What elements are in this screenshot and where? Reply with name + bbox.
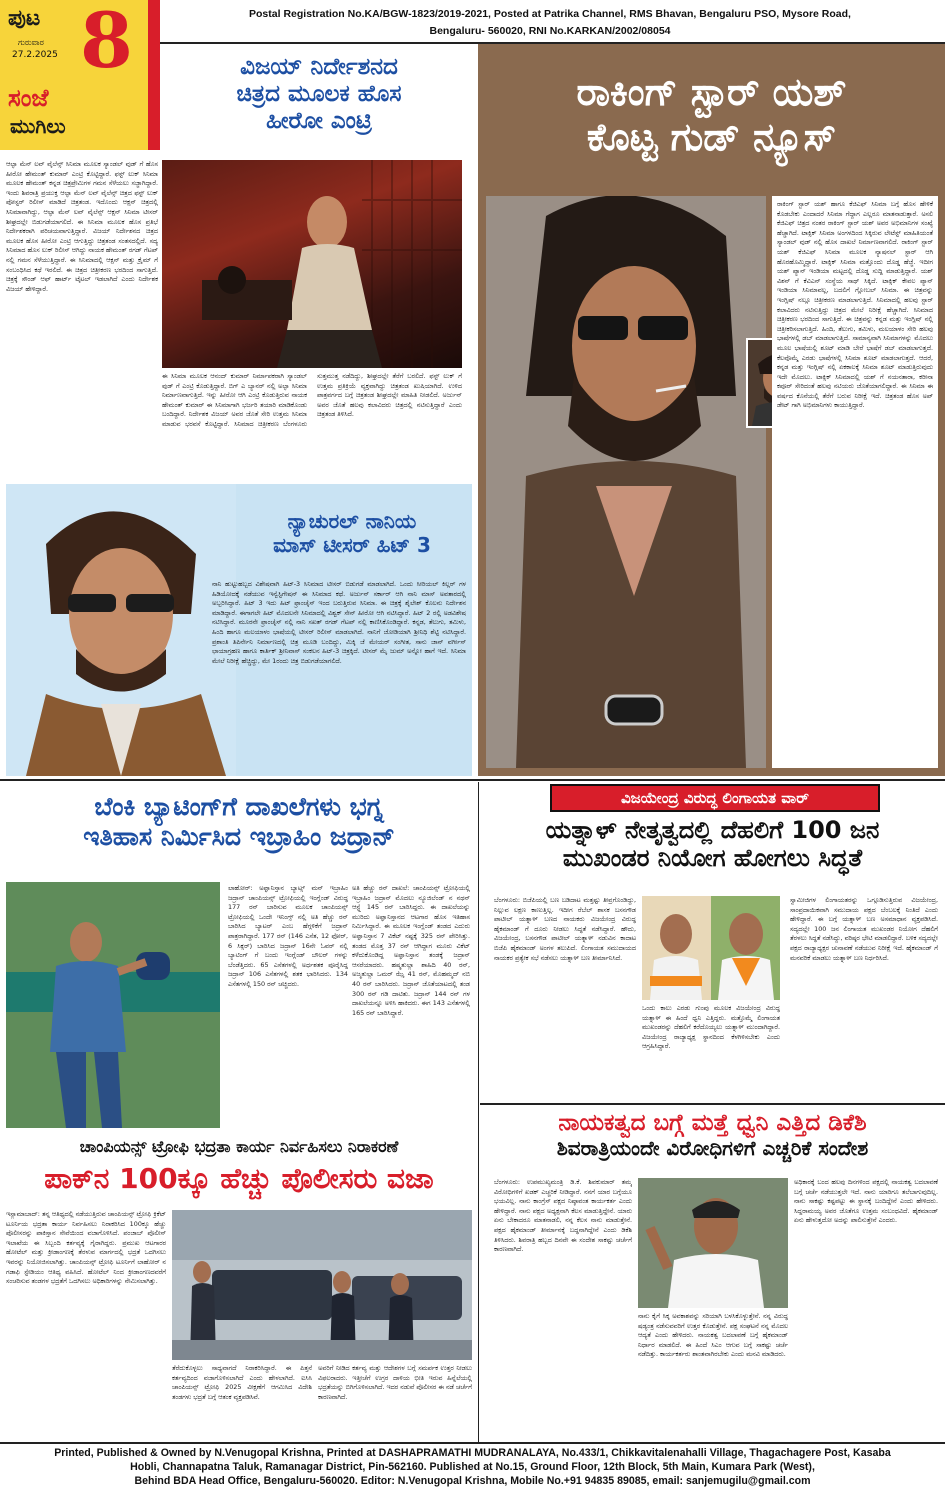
zadran-headline (0, 792, 478, 851)
zadran-body-col1: ಲಾಹೋರ್: ಅಫ್ಘಾನಿಸ್ತಾನ ಬ್ಯಾಟ್ಸ್ ಮನ್ ಇಬ್ರಾಹಿಂ ಜದ್ರಾನ್ ಚಾಂಪಿಯನ್ಸ್ ಟ್ರೋಫಿಯಲ್ಲಿ ಇಂಗ್ಲೆಂಡ್ ವಿರುದ್ಧ 177 ರನ್ ಬಾರಿಸುವ ಮೂಲಕ ಚಾಂಪಿಯನ್ಸ್ ಟ್ರೋಫಿಯಲ್ಲಿ ಒಂದೇ ಇನಿಂಗ್ಸ್ ನಲ್ಲಿ ಅತಿ ಹೆಚ್ಚು ರನ್ ಬಾರಿಸಿದ ಬ್ಯಾಟರ್ ಎಂಬ ಹೆಗ್ಗಳಿಕೆಗೆ ಜದ್ರಾನ್ ಪಾತ್ರರಾಗಿದ್ದಾರೆ. 177 ರನ್ (146 ಎಸೆತ, 12 ಫೋರ್, 6 ಸಿಕ್ಸರ್) ಬಾರಿಸಿದ ಜದ್ರಾನ್ 16ನೇ ಓವರ್ ನಲ್ಲಿ ಬ್ಯಾಟಿಂಗ್ ಗೆ ಬಂದು ಇಂಗ್ಲೆಂಡ್ ಬೌಲರ್ ಗಳನ್ನು ಬೆಂಡೆತ್ತಿದರು. 65 ಎಸೆತಗಳಲ್ಲಿ ಅರ್ಧಶತಕ ಪೂರೈಸಿದ್ದ ಜದ್ರಾನ್ 106 ಎಸೆತಗಳಲ್ಲಿ ಶತಕ ಭಾರಿಸಿದರು. 134 ಎಸೆತಗಳಲ್ಲಿ 150 ರನ್ ಚಚ್ಚಿದರು. (228, 884, 348, 988)
page-word: ಪುಟ (8, 6, 41, 31)
yatnal-headline-line2: ಮುಖಂಡರ ನಿಯೋಗ ಹೋಗಲು ಸಿದ್ಧತೆ (562, 844, 863, 873)
yash-photo-art (486, 196, 766, 768)
story-pak (0, 1136, 478, 1442)
imprint (0, 1446, 945, 1491)
yatnal-kicker (550, 784, 880, 812)
dk-headline-line2: ಶಿವರಾತ್ರಿಯಂದೇ ವಿರೋಧಿಗಳಿಗೆ ಎಚ್ಚರಿಕೆ ಸಂದೇಶ (556, 1136, 869, 1161)
zadran-headline-line1: ಬೆಂಕಿ ಬ್ಯಾಟಿಂಗ್‌ಗೆ ದಾಖಲೆಗಳು ಭಗ್ನ (94, 792, 384, 821)
yatnal-body-left: ಬೆಂಗಳೂರು: ಬಿಜೆಪಿಯಲ್ಲಿ ಬಣ ಬಡಿದಾಟ ಮತ್ತಷ್ಟು ತೀವ್ರಗೊಂಡಿದ್ದು, ನಿಲ್ಲುವ ಲಕ್ಷಣ ಕಾಣುತ್ತಿಲ್ಲ. ಇದೀಗ ರೆಬೆಲ್ ಶಾಸಕ ಬಸನಗೌಡ ಪಾಟೀಲ್ ಯತ್ನಾಳ್ ಬಣದ ನಾಯಕರು ವಿಜಯೇಂದ್ರ ವಿರುದ್ಧ ಹೈಕಮಾಂಡ್ ಗೆ ದೂರು ನೀಡಲು ಸಿದ್ಧತೆ ನಡೆಸಿದ್ದಾರೆ. ಹೌದು, ವಿಜಯೇಂದ್ರ, ಬಸನಗೌಡ ಪಾಟೀಲ್ ಯತ್ನಾಳ್ ನಡುವಿನ ಕಾದಾಟ ಬಿಜೆಪಿ ಹೈಕಮಾಂಡ್ ಅಂಗಳ ತಲುಪಿದೆ. ಲಿಂಗಾಯತ ಸಮುದಾಯದ ನಾಯಕರ ಪ್ರತ್ಯೇಕ ಸಭೆ ನಡೆಸಲು ಯತ್ನಾಳ್ ಬಣ ತೀರ್ಮಾನಿಸಿದೆ. (494, 896, 636, 962)
zadran-body-col2: ಅತಿ ಹೆಚ್ಚು ರನ್ ದಾಖಲೆ: ಚಾಂಪಿಯನ್ಸ್ ಟ್ರೋಫಿಯಲ್ಲಿ ಇಬ್ರಾಹಿಂ ಜದ್ರಾನ್ ಮೊದಲು ನ್ಯೂಜಿಲೆಂಡ್ ನ ನಥನ್ ಆಸ್ಟ್ಲೆ 145 ರನ್ ಬಾರಿಸಿದ್ದರು. ಈ ದಾಖಲೆಯನ್ನು ಮುರಿದು ಅಫ್ಘಾನಿಸ್ತಾನದ ಆಟಗಾರ ಹೊಸ ಇತಿಹಾಸ ನಿರ್ಮಿಸಿದ್ದಾರೆ. ಈ ಮೂಲಕ ಇಂಗ್ಲೆಂಡ್ ತಂಡದ ಎದುರು ಅಫ್ಘಾನಿಸ್ತಾನ 7 ವಿಕೆಟ್ ನಷ್ಟಕ್ಕೆ 325 ರನ್ ಪೇರಿಸಿತ್ತು. ತಂಡದ ಮೊತ್ತ 37 ರನ್ ಆಗಿದ್ದಾಗ ಮೂರು ವಿಕೆಟ್ ಕಳೆದುಕೊಂಡಿದ್ದ ಅಫ್ಘಾನಿಸ್ತಾನ ತಂಡಕ್ಕೆ ಜದ್ರಾನ್ ಆಸರೆಯಾದರು. ಹಷ್ಮತುಲ್ಲಾ ಶಾಹಿದಿ 40 ರನ್, ಅಜ್ಮತುಲ್ಲಾ ಒಮರ್ ಝೈ 41 ರನ್, ಮೊಹಮ್ಮದ್ ನಬಿ 40 ರನ್ ಬಾರಿಸಿದರು. ಜದ್ರಾನ್ ಜೊತೆಯಾಟದಲ್ಲಿ ತಂಡ 300 ರನ್ ಗಡಿ ದಾಟಿತು. ಜದ್ರಾನ್ 144 ರನ್ ಗಳ ದಾಖಲೆಯನ್ನೂ ಅಳಿಸಿ ಹಾಕಿದರು. ಈಗ 143 ಎಸೆತಗಳಲ್ಲಿ 165 ರನ್ ಬಾರಿಸಿದ್ದಾರೆ. (352, 884, 470, 1017)
vijay-headline (160, 54, 478, 135)
nani-headline (234, 510, 470, 557)
pak-body-left: ಇಸ್ಲಾಮಾಬಾದ್: ತನ್ನ ಆತಿಥ್ಯದಲ್ಲಿ ನಡೆಯುತ್ತಿರುವ ಚಾಂಪಿಯನ್ಸ್ ಟ್ರೋಫಿ ಕ್ರಿಕೆಟ್ ಟೂರ್ನಿಯ ಭದ್ರತಾ ಕಾರ್ಯ ನಿರ್ವಹಿಸಲು ನಿರಾಕರಿಸಿದ 100ಕ್ಕೂ ಹೆಚ್ಚು ಪೊಲೀಸರನ್ನು ಪಾಕಿಸ್ತಾನ ಸೇವೆಯಿಂದ ವಜಾಗೊಳಿಸಿದೆ. ಪಂಜಾಬ್ ಪೊಲೀಸ್ ಇಲಾಖೆಯ ಈ ಸಿಬ್ಬಂದಿ ಕರ್ತವ್ಯಕ್ಕೆ ಗೈರಾಗಿದ್ದರು. ಪ್ರಮುಖ ಆಟಗಾರರ ಹೋಟೆಲ್ ಮತ್ತು ಕ್ರೀಡಾಂಗಣಕ್ಕೆ ತೆರಳುವ ಮಾರ್ಗದಲ್ಲಿ ಭದ್ರತೆ ಒದಗಿಸಲು ಇವರನ್ನು ನಿಯೋಜಿಸಲಾಗಿತ್ತು. ಚಾಂಪಿಯನ್ಸ್ ಟ್ರೋಫಿ ಟೂರ್ನಿಗೆ ಲಾಹೋರ್ ನ ಗಡಾಫಿ ಸ್ಟೇಡಿಯಂ ಆತಿಥ್ಯ ವಹಿಸಿದೆ. ಹೋಟೆಲ್ ನಿಂದ ಕ್ರೀಡಾಂಗಣದವರೆಗೆ ಸಂಚರಿಸುವ ತಂಡಗಳ ಭದ್ರತೆಗೆ ಒದಗಿಸಲು ಅಧಿಕಾರಿಗಳನ್ನು ನೇಮಿಸಲಾಗಿತ್ತು. (6, 1210, 166, 1286)
paper-name-line2: ಮುಗಿಲು (10, 114, 66, 138)
weekday: ಗುರುವಾರ (18, 38, 44, 47)
column-divider (478, 782, 479, 1442)
zadran-headline-line2: ಇತಿಹಾಸ ನಿರ್ಮಿಸಿದ ಇಬ್ರಾಹಿಂ ಜದ್ರಾನ್ (83, 821, 395, 851)
postal-line-1: Postal Registration No.KA/BGW-1823/2019-2021, Posted at Patrika Channel, RMS Bhavan, Bengaluru PSO, Mysore Road, (249, 8, 851, 20)
nani-headline-line1: ನ್ಯಾಚುರಲ್ ನಾನಿಯ (287, 509, 417, 533)
paper-name-line1: ಸಂಜೆ (8, 84, 49, 112)
yatnal-photo-art (642, 896, 780, 1000)
dk-body-mid: ನಾನು ಕೈಗೆ ಸಿಕ್ಕ ಅವಕಾಶವನ್ನು ಸರಿಯಾಗಿ ಬಳಸಿಕೊಳ್ಳುತ್ತೇನೆ. ನನ್ನ ವಿರುದ್ಧ ಷಡ್ಯಂತ್ರ ನಡೆಸುವವರಿಗೆ ಉತ್ತರ ಕೊಡುತ್ತೇನೆ. ಪಕ್ಷ ಸಂಘಟನೆ ನನ್ನ ಮೊದಲ ಆದ್ಯತೆ ಎಂದು ಹೇಳಿದರು. ನಾಯಕತ್ವ ಬದಲಾವಣೆ ಬಗ್ಗೆ ಹೈಕಮಾಂಡ್ ನಿರ್ಧಾರ ಮಾಡಲಿದೆ. ಈ ಹಿಂದೆ ಸಿಎಂ ಆಗುವ ಬಗ್ಗೆ ಸಾಕಷ್ಟು ಚರ್ಚೆ ನಡೆದಿತ್ತು. ಕಾರ್ಯಕರ್ತರು ಶಾಂತವಾಗಿರಬೇಕು ಎಂದು ಮನವಿ ಮಾಡಿದರು. (638, 1312, 788, 1359)
batsman-photo-art (6, 882, 220, 1128)
batsman-photo (6, 882, 220, 1128)
story-dk (480, 1106, 945, 1442)
yatnal-kicker-text: ವಿಜಯೇಂದ್ರ ವಿರುದ್ಧ ಲಿಂಗಾಯತ ವಾರ್ (620, 789, 810, 807)
story-yash (478, 44, 945, 776)
yatnal-headline (480, 816, 945, 873)
vijay-body-left: ಆಲ್ಫಾ ಮೆನ್ ಲವ್ ವೈಲೆನ್ಸ್ ಸಿನಿಮಾ ಮೂಲಕ ಸ್ಯಾಂಡಲ್ ವುಡ್ ಗೆ ಹೊಸ ಹೀರೋ ಹೇಮಂತ್ ಕುಮಾರ್ ಎಂಟ್ರಿ ಕೊಟ್ಟಿದ್ದಾರೆ. ಫಸ್ಟ್ ಲುಕ್ ಸಿನಿಮಾ ಮೂಲಕ ಹೇಮಂತ್ ಕನ್ನಡ ಚಿತ್ರಪ್ರೇಮಿಗಳ ಗಮನ ಸೆಳೆಯಲು ಸಜ್ಜಾಗಿದ್ದಾರೆ. ಇಂದು ಶಿವರಾತ್ರಿ ಪ್ರಯುಕ್ತ ಆಲ್ಫಾ ಮೆನ್ ಲವ್ ವೈಲೆನ್ಸ್ ಚಿತ್ರದ ಫಸ್ಟ್ ಲುಕ್ ಪೋಸ್ಟರ್ ರಿಲೀಸ್ ಮಾಡಿದೆ ಚಿತ್ರತಂಡ. ಇದೊಂದು ಆಕ್ಷನ್ ಚಿತ್ರದಲ್ಲಿ ಸಿನಿಮಾವಾಗಿದ್ದು, ಆಲ್ಫಾ ಮೆನ್ ಲವ್ ವೈಲೆನ್ಸ್ ಆಕ್ಷನ್ ಸಿನಿಮಾ ಟೀಸರ್ ಶೀಘ್ರದಲ್ಲೇ ಬಿಡುಗಡೆಯಾಗಲಿದೆ. ಈ ಸಿನಿಮಾ ಮೂಲಕ ಹೊಸ ಪ್ರತಿಭೆ ನಿರ್ದೇಶಕರಾಗಿ ಪರಿಚಯವಾಗುತ್ತಿದ್ದಾರೆ. ವಿಜಯ್ ನಿರ್ದೇಶನದ ಚಿತ್ರದ ಮೂಲಕ ಹೊಸ ಹೀರೋ ಎಂಟ್ರಿ ಆಗುತ್ತಿದ್ದು ಚಿತ್ರತಂಡ ಸಂತಸದಲ್ಲಿದೆ. ಸದ್ಯ ಸಿನಿಮಾದ ಹೊಸ ಲುಕ್ ರಿಲೀಸ್ ಆಗಿದ್ದು ನಾಯಕ ಹೇಮಂತ್ ರಗಡ್ ಗೆಟಪ್ ನಲ್ಲಿ ಗಮನ ಸೆಳೆಯುತ್ತಿದ್ದಾರೆ. ಈ ಸಿನಿಮಾದಲ್ಲಿ ಆಕ್ಷನ್ ಮತ್ತು ಕ್ರೈಮ್ ಗೆ ಸಂಬಂಧಿಸಿದ ಕಥೆ ಇರಲಿದೆ. ಈ ಚಿತ್ರದ ಚಿತ್ರೀಕರಣ ಭರದಿಂದ ಸಾಗುತ್ತಿದೆ. ಚಿತ್ರಕ್ಕೆ ಸೌಂಡ್ ಆಫ್ ಹಾರ್ಟ್ ಟೈಟಲ್ ಇಡಲಾಗಿದೆ ಎಂದು ನಿರ್ದೇಶಕ ವಿಜಯ್ ಹೇಳಿದ್ದಾರೆ. (6, 160, 158, 293)
page-number: 8 (80, 0, 133, 85)
pak-body-mid: ತೆರೆದುಕೊಳ್ಳಲು ಸಾಧ್ಯವಾಗದೆ ನಿರಾಕರಿಸಿದ್ದಾರೆ. ಈ ಪಿತ್ತನೆ ಕರ್ತವ್ಯದಿಂದ ವಜಾಗೊಳಿಸಲಾಗಿದೆ ಎಂದು ಹೇಳಲಾಗಿದೆ. ಐಸಿಸಿ ಚಾಂಪಿಯನ್ಸ್ ಟ್ರೋಫಿ 2025 ವೀಕ್ಷಣೆಗೆ ಆಗಮಿಸಿದ ವಿದೇಶಿ ತಂಡಗಳು ಭದ್ರತೆ ಬಗ್ಗೆ ಆತಂಕ ವ್ಯಕ್ತಪಡಿಸಿವೆ. (172, 1364, 312, 1401)
dk-body-left: ಬೆಂಗಳೂರು: ಉಪಮುಖ್ಯಮಂತ್ರಿ ಡಿ.ಕೆ. ಶಿವಕುಮಾರ್ ತಮ್ಮ ವಿರೋಧಿಗಳಿಗೆ ಖಡಕ್ ಎಚ್ಚರಿಕೆ ನೀಡಿದ್ದಾರೆ. ನನಗೆ ಯಾರ ಬಗ್ಗೆಯೂ ಭಯವಿಲ್ಲ. ನಾನು ಕಾಂಗ್ರೆಸ್ ಪಕ್ಷದ ನಿಷ್ಠಾವಂತ ಕಾರ್ಯಕರ್ತ ಎಂದು ಹೇಳಿದ್ದಾರೆ. ನಾನು ಪಕ್ಷದ ಅಧ್ಯಕ್ಷನಾಗಿ ಕೆಲಸ ಮಾಡುತ್ತಿದ್ದೇನೆ. ಯಾರು ಏನು ಬೇಕಾದರೂ ಮಾತನಾಡಲಿ, ನನ್ನ ಕೆಲಸ ನಾನು ಮಾಡುತ್ತೇನೆ. ಪಕ್ಷದ ಹೈಕಮಾಂಡ್ ತೀರ್ಮಾನಕ್ಕೆ ಬದ್ಧನಾಗಿದ್ದೇನೆ ಎಂದು ಡಿಕೆಶಿ ತಿಳಿಸಿದರು. ಶಿವರಾತ್ರಿ ಹಬ್ಬದ ದಿನವೇ ಈ ಸಂದೇಶ ಸಾಕಷ್ಟು ಚರ್ಚೆಗೆ ಕಾರಣವಾಗಿದೆ. (494, 1178, 632, 1254)
yash-headline (478, 70, 945, 160)
vijay-body-right: ಈ ಸಿನಿಮಾ ಮೂಲಕ ಆನಂದ್ ಕುಮಾರ್ ನಿರ್ಮಾಪಕರಾಗಿ ಸ್ಯಾಂಡಲ್ ವುಡ್ ಗೆ ಎಂಟ್ರಿ ಕೊಡುತ್ತಿದ್ದಾರೆ. ಬಿಗ್ ಎ ಬ್ಯಾನರ್ ನಲ್ಲಿ ಅಲ್ಫಾ ಸಿನಿಮಾ ನಿರ್ಮಾಣವಾಗುತ್ತಿದೆ. ಇನ್ನು ಹೀರೋ ಆಗಿ ಎಂಟ್ರಿ ಕೊಡುತ್ತಿರುವ ನಾಯಕ ಹೇಮಂತ್ ಕುಮಾರ್ ಈ ಸಿನಿಮಾಗಾಗಿ ಭರ್ಜರಿ ತಯಾರಿ ಮಾಡಿಕೊಂಡು ಬಂದಿದ್ದಾರೆ. ನಿರ್ದೇಶಕ ವಿಜಯ್ ಅವರ ಜೊತೆ ಸೇರಿ ಉತ್ತಮ ಸಿನಿಮಾ ಮಾಡುವ ಭರವಸೆ ಕೊಟ್ಟಿದ್ದಾರೆ. ಸಿನಿಮಾದ ಚಿತ್ರೀಕರಣ ಬೆಂಗಳೂರು ಸುತ್ತಮುತ್ತ ನಡೆದಿದ್ದು, ಶೀಘ್ರದಲ್ಲೇ ತೆರೆಗೆ ಬರಲಿದೆ. ಫಸ್ಟ್ ಲುಕ್ ಗೆ ಉತ್ತಮ ಪ್ರತಿಕ್ರಿಯೆ ವ್ಯಕ್ತವಾಗಿದ್ದು ಚಿತ್ರತಂಡ ಖುಷಿಯಾಗಿದೆ. ಉಳಿದ ಪಾತ್ರವರ್ಗದ ಬಗ್ಗೆ ಚಿತ್ರತಂಡ ಶೀಘ್ರದಲ್ಲೇ ಮಾಹಿತಿ ನೀಡಲಿದೆ. ಅರ್ಜುನ್ ಅವರ ಜೊತೆ ಹಲವು ಕಲಾವಿದರು ಚಿತ್ರದಲ್ಲಿ ನಟಿಸುತ್ತಿದ್ದಾರೆ ಎಂದು ಚಿತ್ರತಂಡ ತಿಳಿಸಿದೆ. (162, 372, 462, 428)
vijay-headline-line1: ವಿಜಯ್ ನಿರ್ದೇಶನದ (240, 54, 398, 80)
nani-body: ನಾನಿ ಹುಟ್ಟುಹಬ್ಬದ ವಿಶೇಷವಾಗಿ ಹಿಟ್-3 ಸಿನಿಮಾದ ಟೀಸರ್ ಬಿಡುಗಡೆ ಮಾಡಲಾಗಿದೆ. ಒಂದು ಸೀರಿಯಲ್ ಕಿಲ್ಲರ್ ಗಳ ಹಿಡಿಯೋದಕ್ಕೆ ನಡೆಯುವ ಇನ್ವೆಸ್ಟಿಗೇಷನ್ ಈ ಸಿನಿಮಾದ ಕಥೆ. ಅರ್ಜುನ್ ಸರ್ಕಾರ್ ಆಗಿ ನಾನಿ ಮಾಸ್ ಅವತಾರದಲ್ಲಿ ಅಬ್ಬರಿಸಿದ್ದಾರೆ. ಹಿಟ್ 3 ಇದು ಹಿಟ್ ಫ್ರಾಂಚೈಸ್ ಇಂದ ಬರುತ್ತಿರುವ ಸಿನಿಮಾ. ಈ ಚಿತ್ರಕ್ಕೆ ಶೈಲೇಶ್ ಕೊಲನು ನಿರ್ದೇಶನ ಮಾಡಿದ್ದಾರೆ. ಈಗಾಗಲೇ ಹಿಟ್ ಮೊದಲನೇ ಸಿನಿಮಾದಲ್ಲಿ ವಿಶ್ವಕ್ ಸೇನ್ ಹೀರೋ ಆಗಿ ನಟಿಸಿದ್ದಾರೆ. ಹಿಟ್ 2 ರಲ್ಲಿ ಅಡವಿಶೇಷ ನಟಿಸಿದ್ದಾರೆ. ಮೂರನೇ ಫ್ರಾಂಚೈಸ್ ನಲ್ಲಿ ನಾನಿ ಸಖತ್ ರಗಡ್ ಗೆಟಪ್ ನಲ್ಲಿ ಕಾಣಿಸಿಕೊಂಡಿದ್ದಾರೆ. ಕನ್ನಡ, ತೆಲುಗು, ತಮಿಳು, ಹಿಂದಿ ಹಾಗೂ ಮಲಯಾಳಂ ಭಾಷೆಯಲ್ಲಿ ಟೀಸರ್ ರಿಲೀಸ್ ಮಾಡಲಾಗಿದೆ. ನಾನಿಗೆ ಜೋಡಿಯಾಗಿ ಶ್ರೀನಿಧಿ ಶೆಟ್ಟಿ ನಟಿಸಿದ್ದಾರೆ. ಪ್ರಶಾಂತಿ ತಿಪಿರ್ನೇನಿ ನಿರ್ಮಾಣದಲ್ಲಿ ಚಿತ್ರ ಮೂಡಿ ಬಂದಿದ್ದು, ಮಿಕ್ಕಿ ಜೆ ಮೇಯರ್ ಸಂಗೀತ, ಸಾನು ಜಾನ್ ವರ್ಗೀಸ್ ಛಾಯಾಗ್ರಹಣ ಹಾಗೂ ಕಾರ್ತಿಕ್ ಶ್ರೀನಿವಾಸ್ ಸಂಕಲನ ಹಿಟ್-3 ಚಿತ್ರಕ್ಕಿದೆ. ಟೀಸರ್ ಮೈ ಜುಮ್ ಅನ್ನೋ ಹಾಗೆ ಇದೆ. ಸಿನಿಮಾ ಮೇಲೆ ನಿರೀಕ್ಷೆ ಹೆಚ್ಚಿದ್ದು, ಮೇ 1ರಂದು ಚಿತ್ರ ಬಿಡುಗಡೆಯಾಗಲಿದೆ. (212, 580, 466, 665)
yash-headline-line2: ಕೊಟ್ಟ ಗುಡ್ ನ್ಯೂಸ್ (586, 114, 837, 159)
pak-headline: ಪಾಕ್‌ನ 100ಕ್ಕೂ ಹೆಚ್ಚು ಪೊಲೀಸರು ವಜಾ (44, 1162, 434, 1195)
vijay-headline-line3: ಹೀರೋ ಎಂಟ್ರಿ (266, 108, 372, 135)
story-nani (6, 484, 472, 776)
section-divider-1 (0, 779, 945, 781)
story-zadran (0, 782, 478, 1134)
yash-photo (486, 196, 766, 768)
police-photo-art (172, 1210, 472, 1360)
date: 27.2.2025 (12, 50, 58, 60)
dk-headline (480, 1110, 945, 1161)
vijay-photo-art (162, 160, 462, 368)
imprint-line2: Hobli, Channapatna Taluk, Ramanagar District, Pin-562160. Published at No.15, Ground Floor, 12th Block, 5th Main, Kumara Park (West), (130, 1461, 815, 1473)
imprint-line3: Behind BDA Head Office, Bengaluru-560020. Editor: N.Venugopal Krishna, Mobile No.+91 94835 89085, email: sanjemugilu@gmail.com (134, 1475, 811, 1487)
nani-headline-line2: ಮಾಸ್ ಟೀಸರ್ ಹಿಟ್ 3 (273, 532, 431, 557)
vijay-headline-line2: ಚಿತ್ರದ ಮೂಲಕ ಹೊಸ (236, 81, 402, 108)
yatnal-body-mid: ಒಂದು ಕಾಲು ಎರಡು ಗುಂಪು ಮೂಲಕ ವಿಜಯೇಂದ್ರ ವಿರುದ್ಧ ಯತ್ನಾಳ್ ಈ ಹಿಂದೆ ಧ್ವನಿ ಎತ್ತಿದ್ದರು. ಮತ್ತೊಮ್ಮೆ ಲಿಂಗಾಯತ ಮುಖಂಡರನ್ನು ದೆಹಲಿಗೆ ಕರೆದೊಯ್ಯಲು ಯತ್ನಾಳ್ ಮುಂದಾಗಿದ್ದಾರೆ. ವಿಜಯೇಂದ್ರ ರಾಜ್ಯಾಧ್ಯಕ್ಷ ಸ್ಥಾನದಿಂದ ಕೆಳಗಿಳಿಸಬೇಕು ಎಂದು ಆಗ್ರಹಿಸಿದ್ದಾರೆ. (642, 1004, 780, 1051)
story-yatnal (480, 782, 945, 1100)
masthead-logo-panel (0, 0, 160, 150)
dk-headline-line1: ನಾಯಕತ್ವದ ಬಗ್ಗೆ ಮತ್ತೆ ಧ್ವನಿ ಎತ್ತಿದ ಡಿಕೆಶಿ (558, 1110, 867, 1136)
pak-kicker: ಚಾಂಪಿಯನ್ಸ್ ಟ್ರೋಫಿ ಭದ್ರತಾ ಕಾರ್ಯ ನಿರ್ವಹಿಸಲು ನಿರಾಕರಣೆ (79, 1137, 399, 1156)
yash-headline-line1: ರಾಕಿಂಗ್ ಸ್ಟಾರ್ ಯಶ್ (576, 70, 847, 114)
section-divider-2 (480, 1103, 945, 1105)
postal-line-2: Bengaluru- 560020, RNI No.KARKAN/2002/08054 (429, 25, 671, 37)
imprint-divider (0, 1442, 945, 1444)
dk-body-right: ಅಧಿಕಾರಕ್ಕೆ ಬಂದ ಹಲವು ದಿನಗಳಿಂದ ಪಕ್ಷದಲ್ಲಿ ನಾಯಕತ್ವ ಬದಲಾವಣೆ ಬಗ್ಗೆ ಚರ್ಚೆ ನಡೆಯುತ್ತಲೇ ಇದೆ. ನಾನು ಯಾರಿಗೂ ತಲೆಬಾಗುವುದಿಲ್ಲ. ನಾನು ಸಾಕಷ್ಟು ಕಷ್ಟಪಟ್ಟು ಈ ಸ್ಥಾನಕ್ಕೆ ಬಂದಿದ್ದೇನೆ ಎಂದು ಹೇಳಿದರು. ಸಿದ್ದರಾಮಯ್ಯ ಅವರ ಜೊತೆಗೂ ಉತ್ತಮ ಸಂಬಂಧವಿದೆ. ಹೈಕಮಾಂಡ್ ಏನು ಹೇಳುತ್ತದೋ ಅದನ್ನು ಪಾಲಿಸುತ್ತೇನೆ ಎಂದರು. (794, 1178, 938, 1225)
police-photo (172, 1210, 472, 1360)
masthead-red-accent (148, 0, 160, 150)
dk-photo (638, 1178, 788, 1308)
yash-body: ರಾಕಿಂಗ್ ಸ್ಟಾರ್ ಯಶ್ ಹಾಗೂ ಕೆಜಿಎಫ್ ಸಿನಿಮಾ ಬಗ್ಗೆ ಹೊಸ ಹೇಳಿಕೆ ಕೊಡಬೇಕು ಎಂದಾದರೆ ಸಿನಿಮಾ ಗೆದ್ದಾಗ ಎಲ್ಲರೂ ಮಾತನಾಡುತ್ತಾರೆ. ಅಸಲಿ ಕೆಜಿಎಫ್ ಚಿತ್ರದ ನಂತರ ರಾಕಿಂಗ್ ಸ್ಟಾರ್ ಯಶ್ ಅವರ ಅಭಿಮಾನಿಗಳ ಸಂಖ್ಯೆ ಹೆಚ್ಚಾಗಿದೆ. ಟಾಕ್ಸಿಕ್ ಸಿನಿಮಾ ಅಂಗಳದಿಂದ ಸಿಕ್ಕಿರುವ ಲೇಟೆಸ್ಟ್ ಮಾಹಿತಿಯಂತೆ ಸ್ಯಾಂಡಲ್ ವುಡ್ ನಲ್ಲಿ ಹೊಸ ದಾಖಲೆ ನಿರ್ಮಾಣವಾಗಲಿದೆ. ರಾಕಿಂಗ್ ಸ್ಟಾರ್ ಯಶ್ ಕೆಜಿಎಫ್ ಸಿನಿಮಾ ಮೂಲಕ ನ್ಯಾಷನಲ್ ಸ್ಟಾರ್ ಆಗಿ ಹೊರಹೊಮ್ಮಿದ್ದಾರೆ. ಟಾಕ್ಸಿಕ್ ಸಿನಿಮಾ ಮತ್ತೊಂದು ದೊಡ್ಡ ಹೆಜ್ಜೆ. ಇದೀಗ ಯಶ್ ಪ್ಯಾನ್ ಇಂಡಿಯಾ ಮಟ್ಟದಲ್ಲಿ ದೊಡ್ಡ ಸುದ್ದಿ ಮಾಡುತ್ತಿದ್ದಾರೆ. ಯಶ್ ವಿಶನ್ ಗೆ ಕೆವಿಎನ್ ಸಂಸ್ಥೆಯ ಸಾಥ್ ಸಿಕ್ಕಿದೆ. ಟಾಕ್ಸಿಕ್ ಕೇವಲ ಪ್ಯಾನ್ ಇಂಡಿಯಾ ಸಿನಿಮಾವಲ್ಲ, ಬದಲಿಗೆ ಗ್ಲೋಬಲ್ ಸಿನಿಮಾ. ಈ ಚಿತ್ರವನ್ನು ಇಂಗ್ಲಿಷ್ ನಲ್ಲೂ ಚಿತ್ರೀಕರಣ ಮಾಡಲಾಗುತ್ತಿದೆ. ಸಿನಿಮಾದಲ್ಲಿ ಹಲವು ಸ್ಟಾರ್ ಕಲಾವಿದರು ನಟಿಸುತ್ತಿದ್ದು ಚಿತ್ರದ ಮೇಲೆ ನಿರೀಕ್ಷೆ ಹೆಚ್ಚಾಗಿದೆ. ಸಿನಿಮಾದ ಚಿತ್ರೀಕರಣ ಭರದಿಂದ ಸಾಗುತ್ತಿದೆ. ಈ ಚಿತ್ರವನ್ನು ಕನ್ನಡ ಮತ್ತು ಇಂಗ್ಲಿಷ್ ನಲ್ಲಿ ಚಿತ್ರೀಕರಿಸಲಾಗುತ್ತಿದೆ. ಹಿಂದಿ, ತೆಲುಗು, ತಮಿಳು, ಮಲಯಾಳಂ ಸೇರಿ ಹಲವು ಭಾಷೆಗಳಲ್ಲಿ ಡಬ್ ಮಾಡಲಾಗುತ್ತಿದೆ. ಸಾಮಾನ್ಯವಾಗಿ ಸಿನಿಮಾಗಳನ್ನು ಮೊದಲು ಮೂಲ ಭಾಷೆಯಲ್ಲಿ ಶೂಟ್ ಮಾಡಿ ಬೇರೆ ಭಾಷೆಗೆ ಡಬ್ ಮಾಡಲಾಗುತ್ತದೆ. ಕೆಲವೊಮ್ಮೆ ಎರಡು ಭಾಷೆಗಳಲ್ಲಿ ಸಿನಿಮಾ ಶೂಟ್ ಮಾಡಲಾಗುತ್ತದೆ. ಆದರೆ, ಕನ್ನಡ ಮತ್ತು ಇಂಗ್ಲಿಷ್ ನಲ್ಲಿ ಏಕಕಾಲಕ್ಕೆ ಸಿನಿಮಾ ಶೂಟ್ ಮಾಡುತ್ತಿರುವುದು ಇದೇ ಮೊದಲು. ಟಾಕ್ಸಿಕ್ ಸಿನಿಮಾದಲ್ಲಿ ಯಶ್ ಗೆ ನಯನತಾರಾ, ಕರೀನಾ ಕಪೂರ್ ಸೇರಿದಂತೆ ಹಲವು ನಟಿಯರು ಜೊತೆಯಾಗಲಿದ್ದಾರೆ. ಈ ಸಿನಿಮಾ ಈ ವರ್ಷದ ಕೊನೆಯಲ್ಲಿ ತೆರೆಗೆ ಬರುವ ನಿರೀಕ್ಷೆ ಇದೆ. ಚಿತ್ರತಂಡ ಹೊಸ ಅಪ್ ಡೇಟ್ ಗಾಗಿ ಅಭಿಮಾನಿಗಳು ಕಾಯುತ್ತಿದ್ದಾರೆ. (772, 196, 938, 768)
dk-photo-art (638, 1178, 788, 1308)
vijay-photo (162, 160, 462, 368)
yatnal-body-right: ಸ್ವಾಮೀಜಿಗಳ ಲಿಂಗಾಯತರನ್ನು ಒಗ್ಗೂಡಿಸುತ್ತಿರುವ ವಿಜಯೇಂದ್ರ, ಸಾಂಪ್ರದಾಯಿಕವಾಗಿ ಸಮುದಾಯ ಪಕ್ಷದ ಬೆಂಬಲಕ್ಕೆ ನಿಂತಿದೆ ಎಂದು ಹೇಳಿದ್ದಾರೆ. ಈ ಬಗ್ಗೆ ಯತ್ನಾಳ್ ಬಣ ಅಸಮಾಧಾನ ವ್ಯಕ್ತಪಡಿಸಿದೆ. ಸದ್ಯದಲ್ಲೇ 100 ಜನ ಲಿಂಗಾಯತ ಮುಖಂಡರ ನಿಯೋಗ ದೆಹಲಿಗೆ ತೆರಳಲು ಸಿದ್ಧತೆ ನಡೆಸಿದ್ದು, ವರಿಷ್ಠರ ಭೇಟಿ ಮಾಡಲಿದ್ದಾರೆ. ಬಳಿಕ ಸದ್ಯದಲ್ಲೇ ಪಕ್ಷದ ರಾಜ್ಯಾಧ್ಯಕ್ಷರ ಚುನಾವಣೆ ನಡೆಯುವ ನಿರೀಕ್ಷೆ ಇದೆ. ಹೈಕಮಾಂಡ್ ಗೆ ಮನವರಿಕೆ ಮಾಡಲು ಯತ್ನಾಳ್ ಬಣ ನಿರ್ಧರಿಸಿದೆ. (790, 896, 938, 962)
pak-body-right: ಅವರಿಗೆ ನೀಡಿದ ಕರ್ತವ್ಯ ಮತ್ತು ಆದೇಶಗಳ ಬಗ್ಗೆ ಸಮರ್ಪಕ ಉತ್ತರ ನೀಡಲು ವಿಫಲರಾದರು. ಇತ್ತೀಚೆಗೆ ಉಗ್ರರ ದಾಳಿಯ ಭೀತಿ ಇರುವ ಹಿನ್ನೆಲೆಯಲ್ಲಿ ಭದ್ರತೆಯನ್ನು ಬಿಗಿಗೊಳಿಸಲಾಗಿದೆ. ಇದರ ನಡುವೆ ಪೊಲೀಸರ ಈ ನಡೆ ಚರ್ಚೆಗೆ ಕಾರಣವಾಗಿದೆ. (318, 1364, 472, 1401)
nani-photo-art (6, 484, 236, 776)
yatnal-photo (642, 896, 780, 1000)
nani-photo (6, 484, 236, 776)
yatnal-headline-line1: ಯತ್ನಾಳ್ ನೇತೃತ್ವದಲ್ಲಿ ದೆಹಲಿಗೆ 100 ಜನ (545, 816, 880, 844)
imprint-line1: Printed, Published & Owned by N.Venugopal Krishna, Printed at DASHAPRAMATHI MUDRANALAYA, No.433/1, Chikkavitalenahalli Village, Thagachagere Post, Kasaba (54, 1447, 891, 1459)
